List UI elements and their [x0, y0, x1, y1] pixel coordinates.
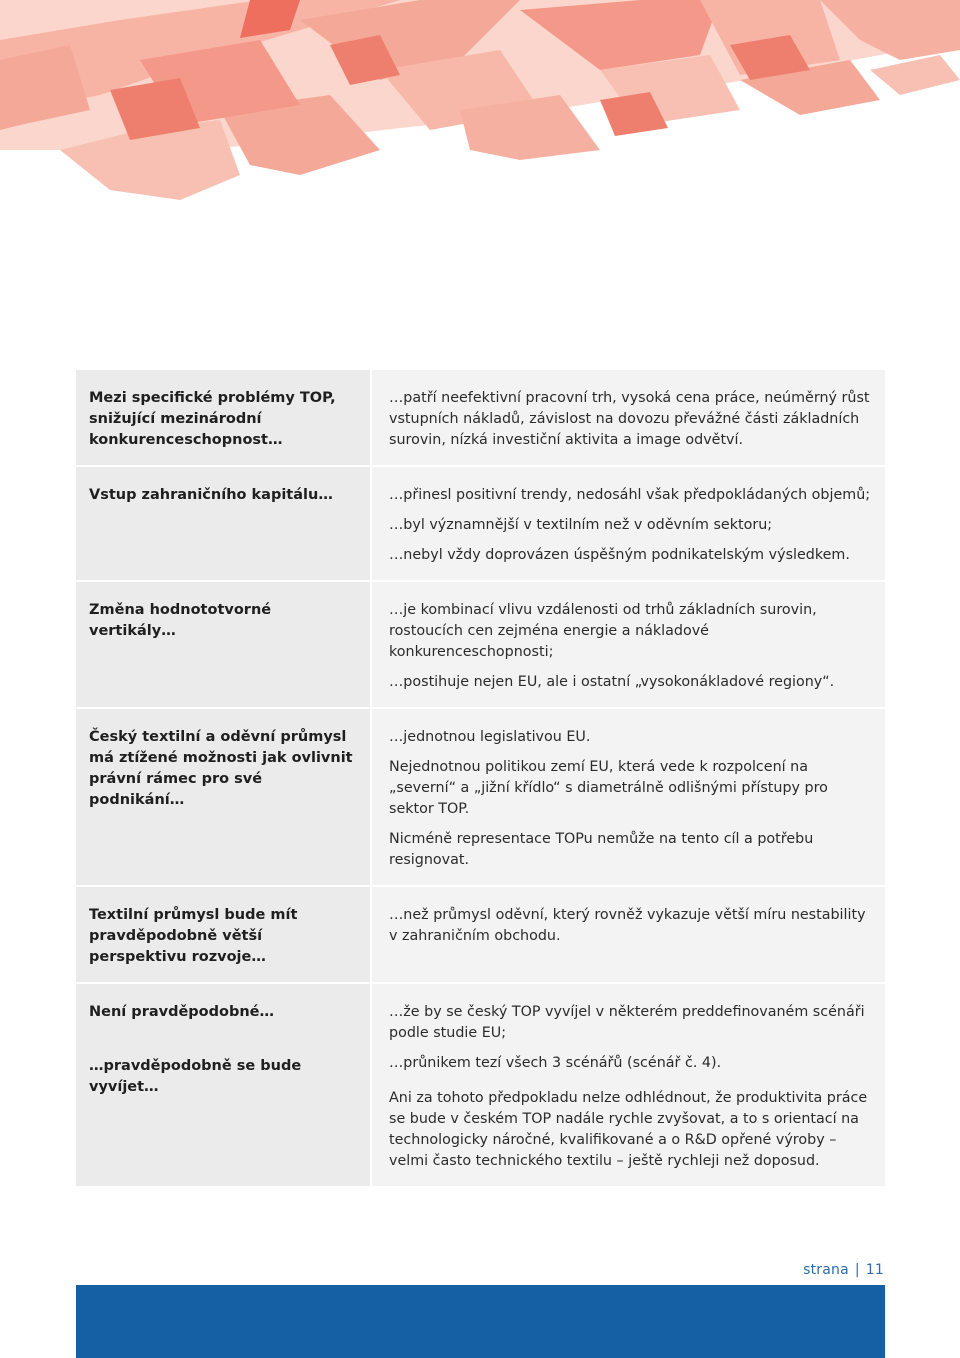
row-label: Vstup zahraničního kapitálu…	[89, 487, 333, 503]
table-row	[76, 707, 885, 885]
row-answer: Nejednotnou politikou zemí EU, která vede k rozpolcení na „severní“ a „jižní křídlo“ s diametrálně odlišnými přístupy pro sektor TOP.	[389, 759, 828, 817]
row-label: Textilní průmysl bude mít pravděpodobně větší perspektivu rozvoje…	[89, 907, 298, 965]
table-row	[76, 982, 885, 1186]
row-answer-cell	[372, 370, 885, 465]
row-label-cell	[76, 582, 372, 707]
row-answer: …je kombinací vlivu vzdálenosti od trhů základních surovin, rostoucích cen zejména energie a nákladové konkurenceschopnosti;	[389, 602, 817, 660]
row-label-cell	[76, 709, 372, 885]
banner-stripes	[0, 0, 960, 200]
row-answer: …než průmysl oděvní, který rovněž vykazuje větší míru nestability v zahraničním obchodu.	[389, 907, 866, 944]
table-row	[76, 580, 885, 707]
decorative-banner	[0, 0, 960, 210]
problems-table	[76, 370, 885, 1186]
row-answer: …přinesl positivní trendy, nedosáhl však předpokládaných objemů;	[389, 487, 871, 503]
page-number: 11	[865, 1262, 884, 1278]
row-label: …pravděpodobně se bude vyvíjet…	[89, 1058, 302, 1095]
row-answer: Ani za tohoto předpokladu nelze odhlédnout, že produktivita práce se bude v českém TOP nadále rychle zvyšovat, a to s orientací na technologicky náročné, kvalifikované a o R&D opřené výroby – velmi často technického textilu – ještě rychleji než doposud.	[389, 1090, 868, 1169]
row-label-cell	[76, 984, 372, 1186]
row-answer-cell	[372, 467, 885, 580]
row-label: Český textilní a oděvní průmysl má ztížené možnosti jak ovlivnit právní rámec pro své podnikání…	[89, 729, 353, 808]
row-answer: Nicméně representace TOPu nemůže na tento cíl a potřebu resignovat.	[389, 831, 814, 868]
row-answer-cell	[372, 984, 885, 1186]
row-answer: …patří neefektivní pracovní trh, vysoká cena práce, neúměrný růst vstupních nákladů, závislost na dovozu převážné části základních surovin, nízká investiční aktivita a image odvětví.	[389, 390, 870, 448]
row-label: Změna hodnototvorné vertikály…	[89, 602, 272, 639]
row-label-cell	[76, 887, 372, 982]
table-row	[76, 885, 885, 982]
page-separator: |	[854, 1262, 860, 1278]
page-word: strana	[803, 1262, 849, 1278]
row-answer-cell	[372, 582, 885, 707]
row-label: Mezi specifické problémy TOP, snižující mezinárodní konkurenceschopnost…	[89, 390, 336, 448]
row-answer: …průnikem tezí všech 3 scénářů (scénář č. 4).	[389, 1055, 722, 1071]
row-label: Není pravděpodobné…	[89, 1004, 275, 1020]
table-row	[76, 370, 885, 465]
table-row	[76, 465, 885, 580]
row-answer: …byl významnější v textilním než v oděvním sektoru;	[389, 517, 773, 533]
row-answer: …postihuje nejen EU, ale i ostatní „vysokonákladové regiony“.	[389, 674, 835, 690]
row-answer: …jednotnou legislativou EU.	[389, 729, 591, 745]
row-label-cell	[76, 370, 372, 465]
page-number-label	[803, 1262, 884, 1278]
row-label-cell	[76, 467, 372, 580]
row-answer: …nebyl vždy doprovázen úspěšným podnikatelským výsledkem.	[389, 547, 850, 563]
row-answer-cell	[372, 709, 885, 885]
footer-bar	[76, 1285, 885, 1358]
row-answer-cell	[372, 887, 885, 982]
row-answer: …že by se český TOP vyvíjel v některém preddefinovaném scénáři podle studie EU;	[389, 1004, 865, 1041]
